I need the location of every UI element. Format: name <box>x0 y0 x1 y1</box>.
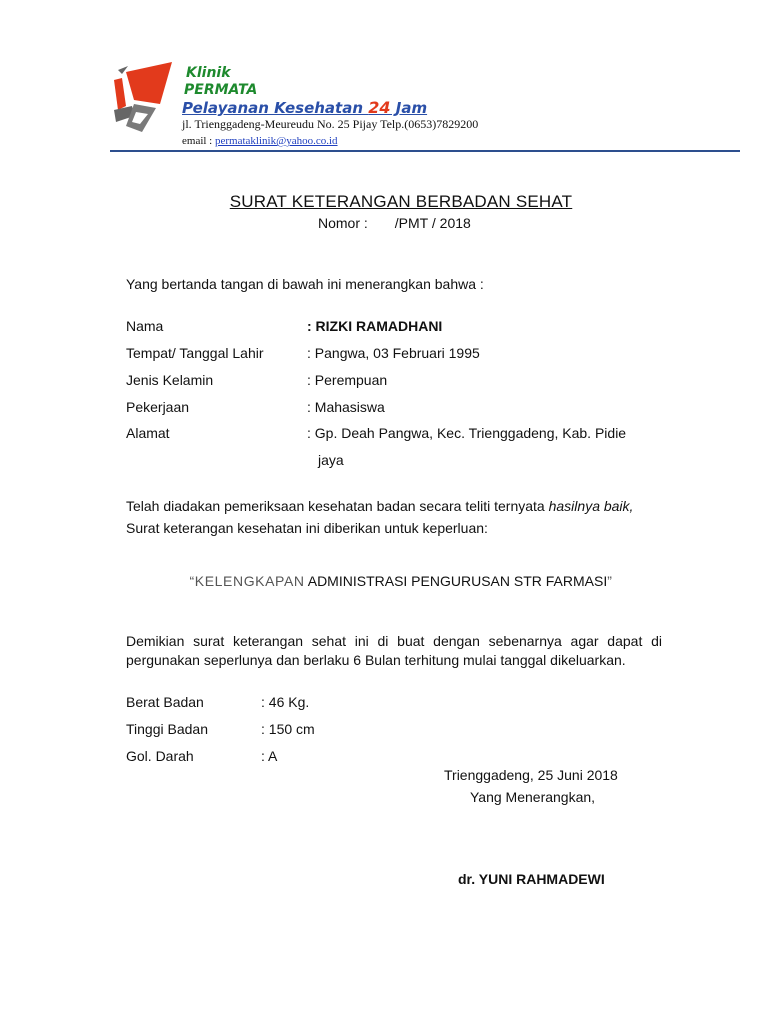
signer-name: dr. YUNI RAHMADEWI <box>458 871 605 887</box>
intro-text: Yang bertanda tangan di bawah ini menerangkan bahwa : <box>126 276 484 292</box>
field-value-job: : Mahasiswa <box>307 399 385 415</box>
purpose-statement <box>0 573 768 589</box>
brand-tagline <box>182 100 427 116</box>
clinic-email-line <box>182 135 338 147</box>
purpose-close: ” <box>607 573 613 589</box>
field-label-address: Alamat <box>126 425 170 441</box>
field-value-nama: : RIZKI RAMADHANI <box>307 318 443 334</box>
nomor-suffix: /PMT / 2018 <box>394 215 471 231</box>
clinic-address: jl. Trienggadeng-Meureudu No. 25 Pijay Telp.(0653)7829200 <box>182 117 479 131</box>
measure-value-weight: : 46 Kg. <box>261 694 310 710</box>
purpose-main: ADMINISTRASI PENGURUSAN STR FARMASI <box>304 573 608 589</box>
brand-permata: PERMATA <box>184 82 258 98</box>
place-date: Trienggadeng, 25 Juni 2018 <box>444 767 618 783</box>
nomor-label: Nomor : <box>318 215 368 231</box>
letter-title: SURAT KETERANGAN BERBADAN SEHAT <box>229 192 573 211</box>
purpose-open: “KELENGKAPAN <box>189 573 305 589</box>
brand-tagline-suffix: Jam <box>390 99 428 117</box>
field-value-address-cont: jaya <box>318 452 344 468</box>
exam-result: hasilnya baik, <box>548 498 634 514</box>
email-link[interactable]: permataklinik@yahoo.co.id <box>215 135 338 147</box>
signer-role: Yang Menerangkan, <box>470 789 596 805</box>
field-label-nama: Nama <box>126 318 164 334</box>
exam-statement-text: Telah diadakan pemeriksaan kesehatan badan secara teliti ternyata <box>126 498 549 514</box>
brand-tagline-number: 24 <box>368 98 391 117</box>
brand-klinik: Klinik <box>186 65 231 81</box>
field-label-ttl: Tempat/ Tanggal Lahir <box>126 345 264 361</box>
clinic-logo-icon <box>112 60 176 134</box>
measure-value-height: : 150 cm <box>261 721 315 737</box>
field-value-address: : Gp. Deah Pangwa, Kec. Trienggadeng, Kab. Pidie <box>307 425 627 441</box>
measure-value-blood: : A <box>261 748 278 764</box>
field-value-ttl: : Pangwa, 03 Februari 1995 <box>307 345 480 361</box>
letter-number <box>318 215 471 231</box>
measure-label-blood: Gol. Darah <box>126 748 194 764</box>
measure-label-weight: Berat Badan <box>126 694 204 710</box>
closing-line2: pergunakan seperlunya dan berlaku 6 Bulan terhitung mulai tanggal dikeluarkan. <box>126 652 626 668</box>
closing-line1: Demikian surat keterangan sehat ini di buat dengan sebenarnya agar dapat di <box>126 633 662 649</box>
field-label-gender: Jenis Kelamin <box>126 372 214 388</box>
header-divider <box>110 150 740 152</box>
exam-statement-line2: Surat keterangan kesehatan ini diberikan untuk keperluan: <box>126 520 488 536</box>
measure-label-height: Tinggi Badan <box>126 721 208 737</box>
field-label-job: Pekerjaan <box>126 399 190 415</box>
field-value-gender: : Perempuan <box>307 372 388 388</box>
email-label: email : <box>182 135 215 147</box>
exam-statement-line1 <box>126 498 633 514</box>
brand-tagline-prefix: Pelayanan Kesehatan <box>182 99 369 117</box>
